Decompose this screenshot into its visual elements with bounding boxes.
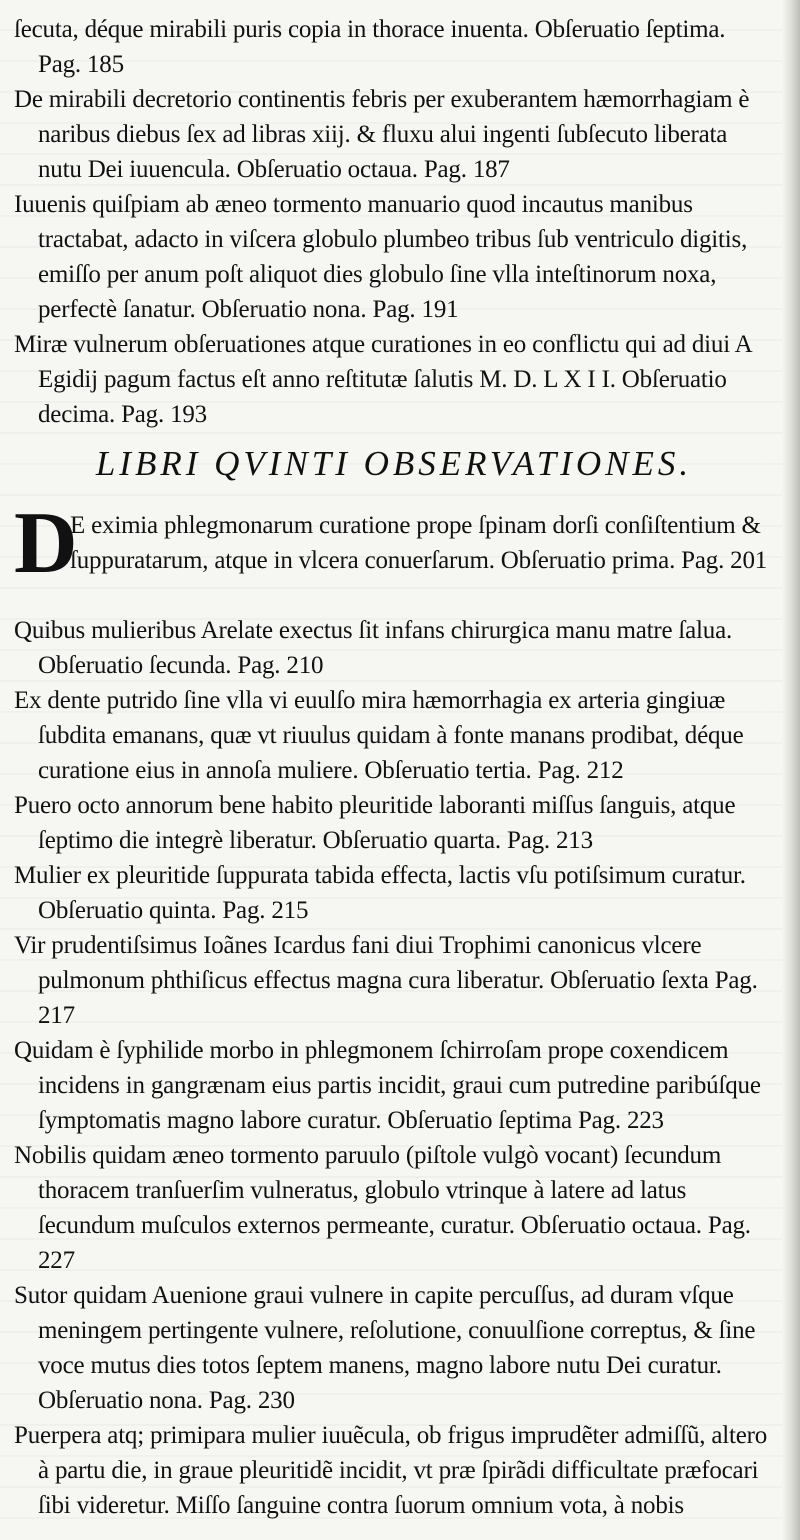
section-heading: LIBRI QVINTI OBSERVATIONES. — [95, 444, 693, 483]
entry-bottom-2: Ex dente putrido ſine vlla vi euulſo mira hæmorrhagia ex arteria gingiuæ ſubdita emanans, quæ vt riuulus quidam à fonte manans prodibat, déque curatione eius in annoſa muliere. Obſeruatio tertia. Pag. 212 — [14, 687, 744, 784]
entry-bottom-7: Nobilis quidam æneo tormento paruulo (piſtole vulgò vocant) ſecundum thoracem tranſuerſim vulneratus, globulo vtrinque à latere ad latus ſecundum muſculos externos permeante, curatur. Obſeruatio octaua. Pag. 227 — [14, 1142, 751, 1274]
entry-top-4: Miræ vulnerum obſeruationes atque curationes in eo conflictu qui ad diui A Egidij pagum factus eſt anno reſtitutæ ſalutis M. D. L X I I. Obſeruatio decima. Pag. 193 — [14, 331, 752, 428]
dropcap-letter: D — [14, 495, 78, 592]
entry-dropcap — [14, 495, 774, 613]
entry-top-3: Iuuenis quiſpiam ab æneo tormento manuario quod incautus manibus tractabat, adacto in viſcera globulo plumbeo tribus ſub ventriculo digitis, emiſſo per anum poſt aliquot dies globulo ſine vlla inteſtinorum noxa, perfectè ſanatur. Obſeruatio nona. Pag. 191 — [14, 191, 748, 323]
page-content — [14, 12, 774, 1532]
dropcap-entry-text: E eximia phlegmonarum curatione prope ſpinam dorſi conſiſtentium & ſuppuratarum, atque in vlcera conuerſarum. Obſeruatio prima. Pag. 201 — [70, 512, 768, 574]
entry-bottom-5: Vir prudentiſsimus Ioãnes Icardus fani diui Trophimi canonicus vlcere pulmonum phthiſicus effectus magna cura liberatur. Obſeruatio ſexta Pag. 217 — [14, 932, 758, 1029]
entry-bottom-1: Quibus mulieribus Arelate exectus ſit infans chirurgica manu matre ſalua. Obſeruatio ſecunda. Pag. 210 — [14, 617, 733, 679]
page-edge-shadow — [782, 0, 800, 1540]
entry-bottom-6: Quidam è ſyphilide morbo in phlegmonem ſchirroſam prope coxendicem incidens in gangrænam eius partis incidit, graui cum putredine paribúſque ſymptomatis magno labore curatur. Obſeruatio ſeptima Pag. 223 — [14, 1037, 761, 1134]
entry-bottom-3: Puero octo annorum bene habito pleuritide laboranti miſſus ſanguis, atque ſeptimo die integrè liberatur. Obſeruatio quarta. Pag. 213 — [14, 792, 736, 854]
entry-top-1: ſecuta, déque mirabili puris copia in thorace inuenta. Obſeruatio ſeptima. Pag. 185 — [14, 16, 726, 78]
entry-top-2: De mirabili decretorio continentis febris per exuberantem hæmorrhagiam è naribus diebus ſex ad libras xiij. & fluxu alui ingenti ſubſecuto liberata nutu Dei iuuencula. Obſeruatio octaua. Pag. 187 — [14, 86, 750, 183]
entry-bottom-8: Sutor quidam Auenione graui vulnere in capite percuſſus, ad duram vſque meningem pertingente vulnere, reſolutione, conuulſione correptus, & ſine voce mutus dies totos ſeptem manens, magno labore nutu Dei curatur. Obſeruatio nona. Pag. 230 — [14, 1282, 756, 1414]
entry-bottom-9: Puerpera atq; primipara mulier iuuẽcula, ob frigus imprudẽter admiſſũ, altero à partu die, in graue pleuritidẽ incidit, vt præ ſpirãdi difficultate præfocari ſibi videretur. Miſſo ſanguine contra ſuorum omnium vota, à nobis — [14, 1422, 768, 1519]
entry-bottom-4: Mulier ex pleuritide ſuppurata tabida effecta, lactis vſu potiſsimum curatur. Obſeruatio quinta. Pag. 215 — [14, 862, 746, 924]
